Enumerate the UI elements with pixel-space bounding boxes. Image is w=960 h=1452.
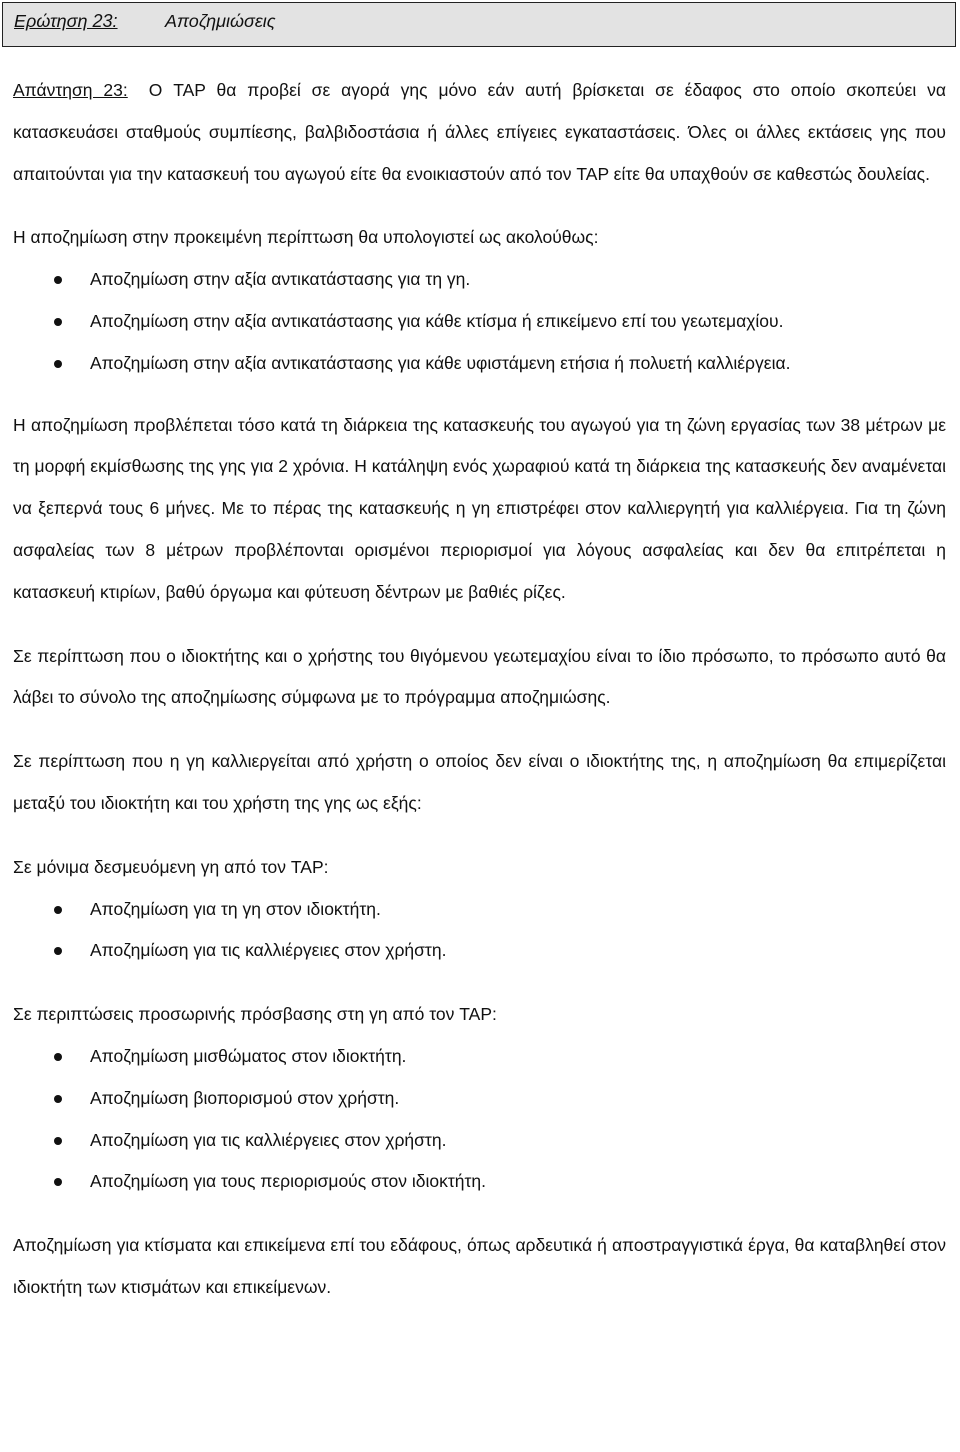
- list-item: Αποζημίωση για τις καλλιέργειες στον χρήστη.: [13, 1120, 946, 1162]
- question-title: Αποζημιώσεις: [165, 11, 276, 31]
- bullet-icon: [54, 1178, 62, 1186]
- bullet-icon: [54, 1137, 62, 1145]
- list-item: Αποζημίωση στην αξία αντικατάστασης για τη γη.: [13, 259, 946, 301]
- answer-paragraph: [13, 70, 946, 195]
- answer-label: Απάντηση 23:: [13, 80, 128, 100]
- bullet-icon: [54, 1095, 62, 1103]
- bullet-icon: [54, 276, 62, 284]
- structures-paragraph: Αποζημίωση για κτίσματα και επικείμενα επί του εδάφους, όπως αρδευτικά ή αποστραγγιστικά έργα, θα καταβληθεί στον ιδιοκτήτη των κτισμάτων και επικείμενων.: [13, 1235, 946, 1297]
- bullet-icon: [54, 906, 62, 914]
- compensation-intro: Η αποζημίωση στην προκειμένη περίπτωση θα υπολογιστεί ως ακολούθως:: [13, 227, 599, 248]
- same-owner-paragraph: Σε περίπτωση που ο ιδιοκτήτης και ο χρήστης του θιγόμενου γεωτεμαχίου είναι το ίδιο πρόσωπο, το πρόσωπο αυτό θα λάβει το σύνολο της αποζημίωσης σύμφωνα με το πρόγραμμα αποζημιώσης.: [13, 645, 946, 708]
- bullet-icon: [54, 947, 62, 955]
- answer-text: Ο TAP θα προβεί σε αγορά γης μόνο εάν αυτή βρίσκεται σε έδαφος στο οποίο σκοπεύει να κατασκευάσει σταθμούς συμπίεσης, βαλβιδοστάσια ή άλλες επίγειες εγκαταστάσεις. Όλες οι άλλες εκτάσεις γης που απαιτούνται για την κατασκευή του αγωγού είτε θα ενοικιαστούν από τον TAP είτε θα υπαχθούν σε καθεστώς δουλείας.: [13, 80, 947, 184]
- list-item: Αποζημίωση για τη γη στον ιδιοκτήτη.: [13, 889, 946, 931]
- temporary-list: [13, 1036, 946, 1203]
- compensation-list: [13, 259, 946, 384]
- question-label: Ερώτηση 23:: [14, 11, 118, 31]
- list-item: Αποζημίωση βιοπορισμού στον χρήστη.: [13, 1078, 946, 1120]
- question-header: [2, 2, 956, 47]
- bullet-icon: [54, 318, 62, 326]
- permanent-list: [13, 889, 946, 973]
- list-item: Αποζημίωση στην αξία αντικατάστασης για κάθε υφιστάμενη ετήσια ή πολυετή καλλιέργεια.: [13, 343, 946, 385]
- split-paragraph: Σε περίπτωση που η γη καλλιεργείται από χρήστη ο οποίος δεν είναι ο ιδιοκτήτης της, η αποζημίωση θα επιμερίζεται μεταξύ του ιδιοκτήτη και του χρήστη της γης ως εξής:: [13, 751, 946, 813]
- list-item: Αποζημίωση για τους περιορισμούς στον ιδιοκτήτη.: [13, 1161, 946, 1203]
- construction-paragraph: Η αποζημίωση προβλέπεται τόσο κατά τη διάρκεια της κατασκευής του αγωγού για τη ζώνη εργασίας των 38 μέτρων με τη μορφή εκμίσθωσης της γης για 2 χρόνια. Η κατάληψη ενός χωραφιού κατά τη διάρκεια της κατασκευής δεν αναμένεται να ξεπερνά τους 6 μήνες. Με το πέρας της κατασκευής η γη επιστρέφει στον καλλιεργητή για καλλιέργεια. Για τη ζώνη ασφαλείας των 8 μέτρων προβλέπονται ορισμένοι περιορισμοί για λόγους ασφαλείας και δεν θα επιτρέπεται η κατασκευή κτιρίων, βαθύ όργωμα και φύτευση δέντρων με βαθιές ρίζες.: [13, 414, 946, 602]
- bullet-icon: [54, 360, 62, 368]
- list-item: Αποζημίωση μισθώματος στον ιδιοκτήτη.: [13, 1036, 946, 1078]
- bullet-icon: [54, 1053, 62, 1061]
- document-body: [13, 70, 946, 1309]
- list-item: Αποζημίωση στην αξία αντικατάστασης για κάθε κτίσμα ή επικείμενο επί του γεωτεμαχίου.: [13, 301, 946, 343]
- list-item: Αποζημίωση για τις καλλιέργειες στον χρήστη.: [13, 930, 946, 972]
- permanent-heading: Σε μόνιμα δεσμευόμενη γη από τον TAP:: [13, 856, 329, 877]
- temporary-heading: Σε περιπτώσεις προσωρινής πρόσβασης στη γη από τον TAP:: [13, 1004, 497, 1025]
